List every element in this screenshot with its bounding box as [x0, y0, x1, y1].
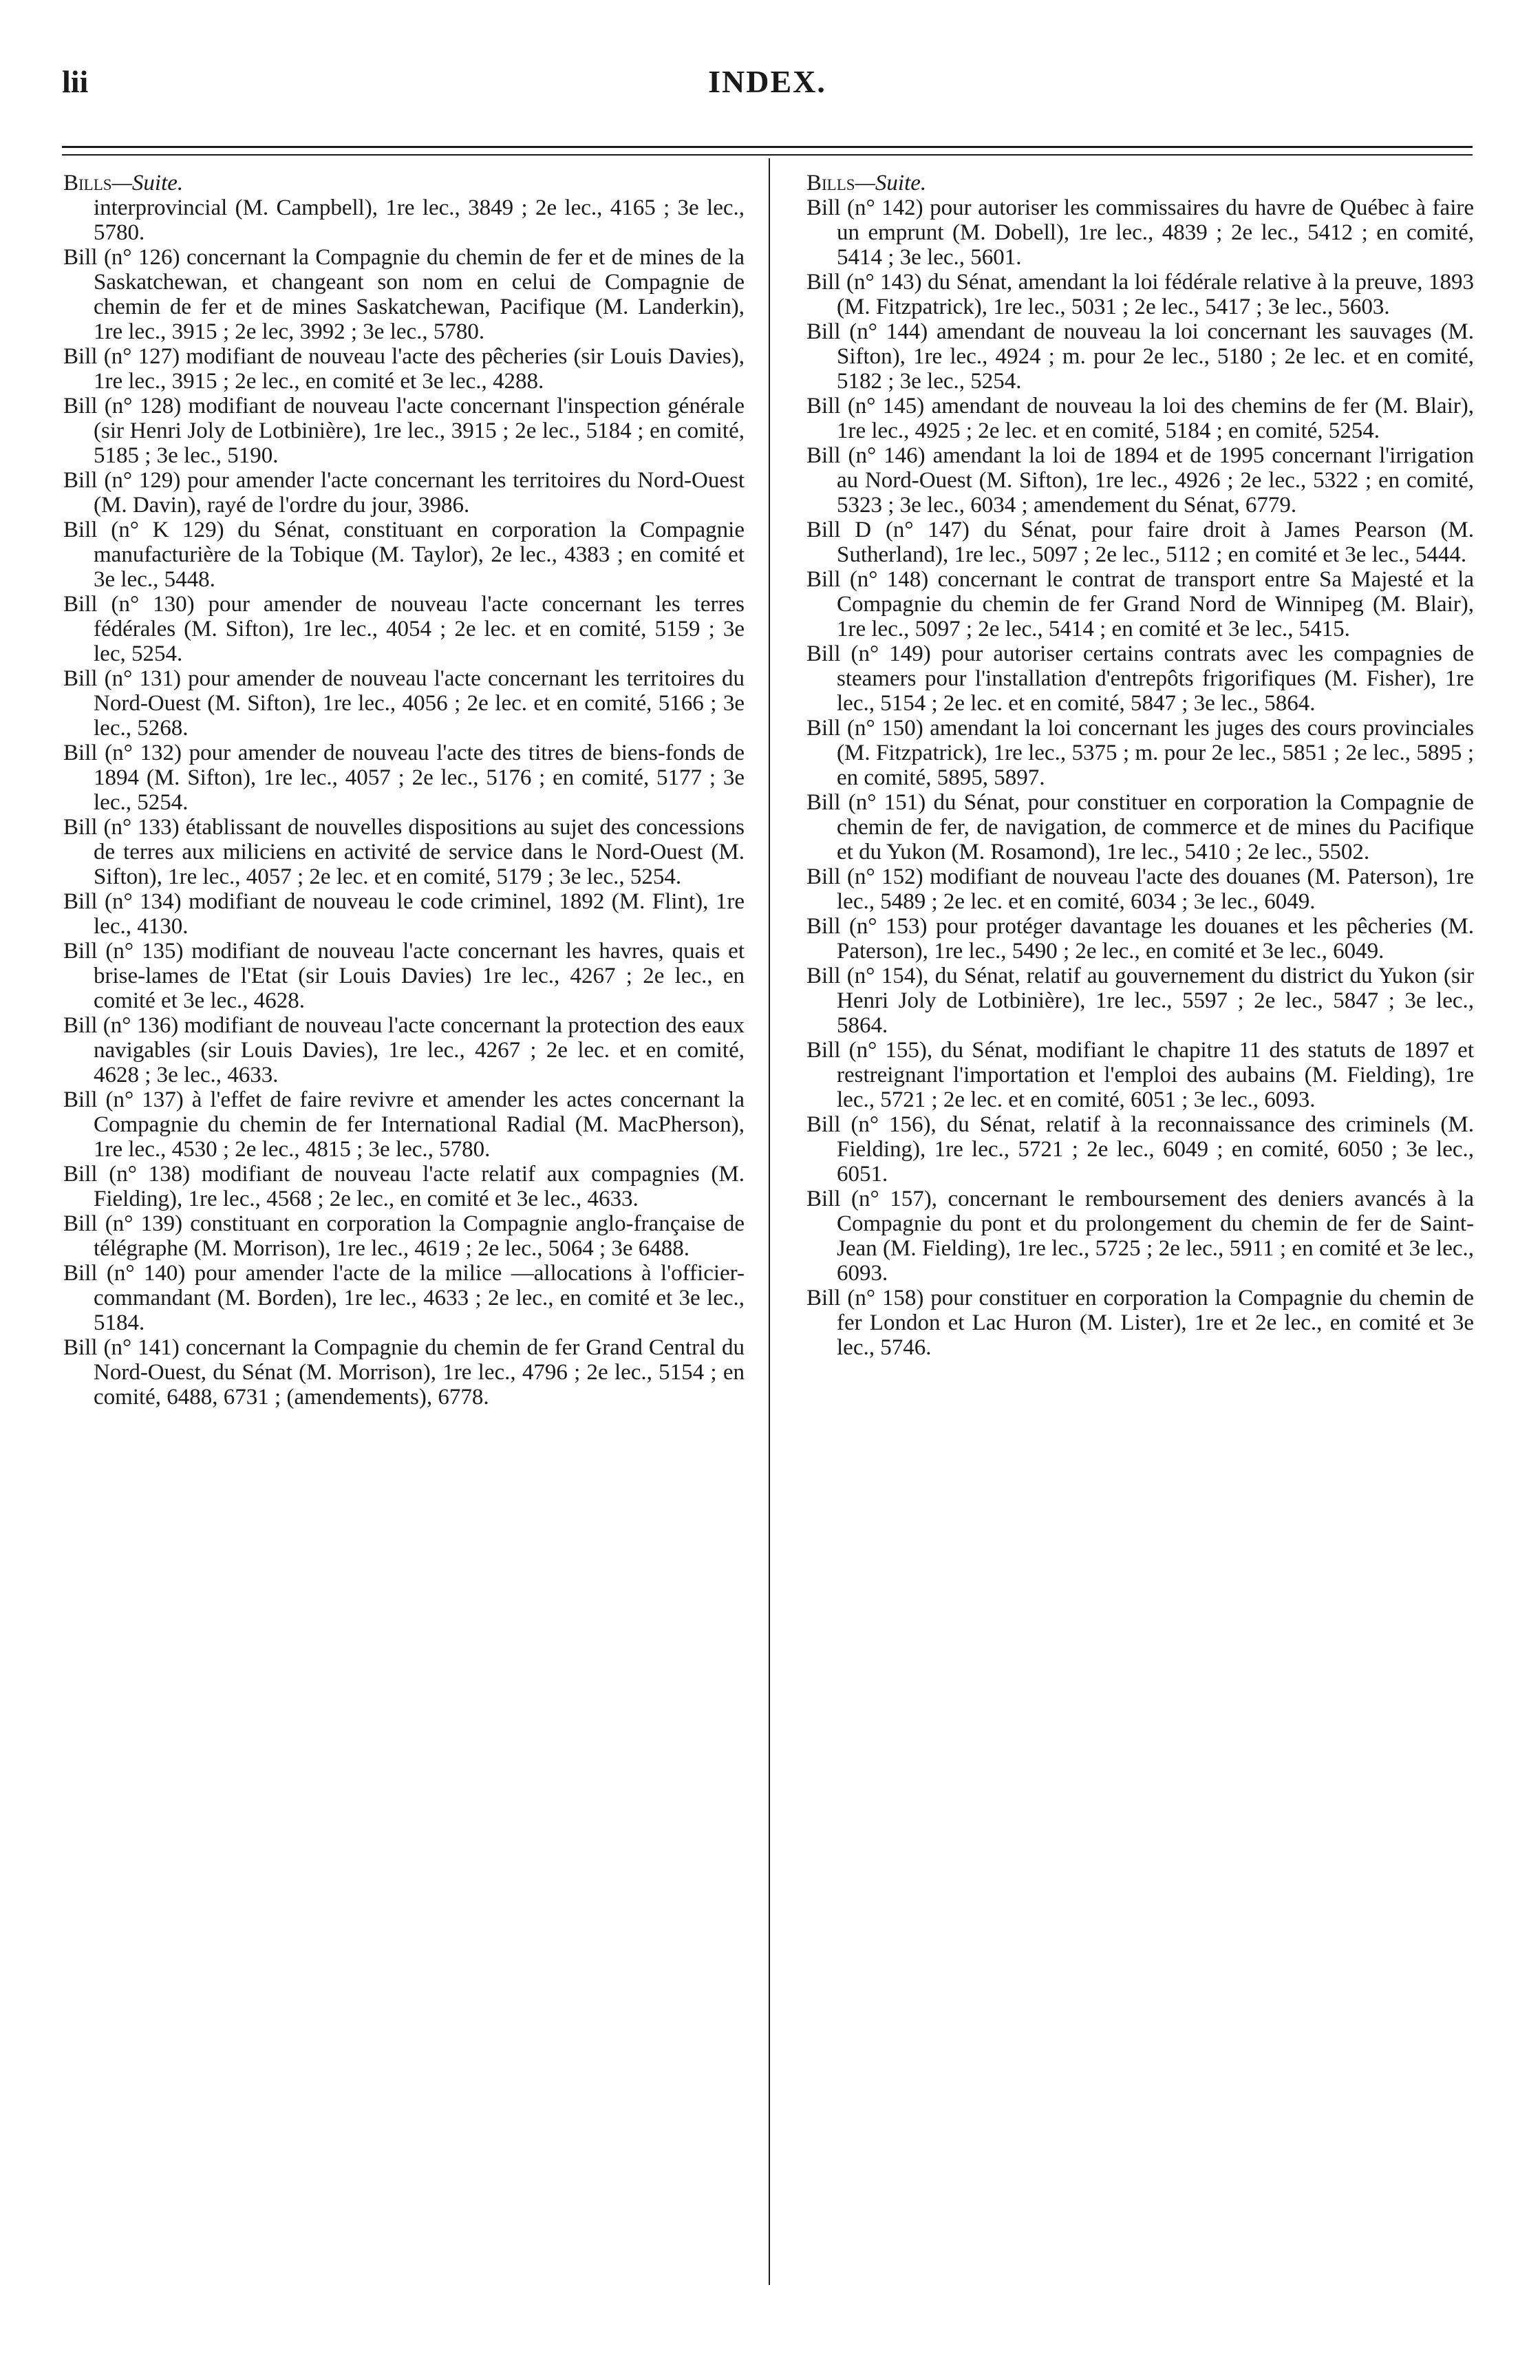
section-heading: [63, 171, 745, 195]
section-heading-label: Bills: [806, 171, 855, 195]
index-entry: Bill (n° 137) à l'effet de faire revivre et amender les actes concernant la Compagnie du chemin de fer International Radial (M. MacPherson), 1re lec., 4530 ; 2e lec., 4815 ; 3e lec., 5780.: [63, 1087, 745, 1162]
index-entry: Bill (n° 130) pour amender de nouveau l'acte concernant les terres fédérales (M. Sifton), 1re lec., 4054 ; 2e lec. et en comité, 5159 ; 3e lec, 5254.: [63, 592, 745, 666]
index-entry: Bill (n° 138) modifiant de nouveau l'acte relatif aux compagnies (M. Fielding), 1re lec., 4568 ; 2e lec., en comité et 3e lec., 4633.: [63, 1162, 745, 1211]
index-entry: Bill (n° 146) amendant la loi de 1894 et de 1995 concernant l'irrigation au Nord-Ouest (M. Sifton), 1re lec., 4926 ; 2e lec., 5322 ; en comité, 5323 ; 3e lec., 6034 ; amendement du Sénat, 6779.: [806, 443, 1474, 518]
index-entry: Bill (n° 126) concernant la Compagnie du chemin de fer et de mines de la Saskatchewan, et changeant son nom en celui de Compagnie de chemin de fer et de mines Saskatchewan, Pacifique (M. Landerkin), 1re lec., 3915 ; 2e lec, 3992 ; 3e lec., 5780.: [63, 245, 745, 344]
index-entry: Bill (n° 158) pour constituer en corporation la Compagnie du chemin de fer London et Lac Huron (M. Lister), 1re et 2e lec., en comité et 3e lec., 5746.: [806, 1286, 1474, 1360]
section-heading: [806, 171, 1474, 195]
left-column: [63, 171, 745, 1410]
index-entry: Bill (n° 144) amendant de nouveau la loi concernant les sauvages (M. Sifton), 1re lec., 4924 ; m. pour 2e lec., 5180 ; 2e lec. et en comité, 5182 ; 3e lec., 5254.: [806, 319, 1474, 394]
index-entry: Bill D (n° 147) du Sénat, pour faire droit à James Pearson (M. Sutherland), 1re lec., 5097 ; 2e lec., 5112 ; en comité et 3e lec., 5444.: [806, 518, 1474, 567]
index-entry: Bill (n° 151) du Sénat, pour constituer en corporation la Compagnie de chemin de fer, de navigation, de commerce et de mines du Pacifique et du Yukon (M. Rosamond), 1re lec., 5410 ; 2e lec., 5502.: [806, 790, 1474, 864]
index-entry: Bill (n° 156), du Sénat, relatif à la reconnaissance des criminels (M. Fielding), 1re lec., 5721 ; 2e lec., 6049 ; en comité, 6050 ; 3e lec., 6051.: [806, 1112, 1474, 1187]
index-entry: Bill (n° 131) pour amender de nouveau l'acte concernant les territoires du Nord-Ouest (M. Sifton), 1re lec., 4056 ; 2e lec. et en comité, 5166 ; 3e lec., 5268.: [63, 666, 745, 741]
section-heading-suite: —Suite.: [855, 171, 927, 195]
index-entry: interprovincial (M. Campbell), 1re lec., 3849 ; 2e lec., 4165 ; 3e lec., 5780.: [94, 195, 745, 245]
index-entry: Bill (n° 127) modifiant de nouveau l'acte des pêcheries (sir Louis Davies), 1re lec., 3915 ; 2e lec., en comité et 3e lec., 4288.: [63, 344, 745, 394]
index-entry: Bill (n° 133) établissant de nouvelles dispositions au sujet des concessions de terres aux miliciens en activité de service dans le Nord-Ouest (M. Sifton), 1re lec., 4057 ; 2e lec. et en comité, 5179 ; 3e lec., 5254.: [63, 815, 745, 889]
right-column: [806, 171, 1474, 1360]
index-entry: Bill (n° 134) modifiant de nouveau le code criminel, 1892 (M. Flint), 1re lec., 4130.: [63, 889, 745, 939]
index-entry: Bill (n° 132) pour amender de nouveau l'acte des titres de biens-fonds de 1894 (M. Sifton), 1re lec., 4057 ; 2e lec., 5176 ; en comité, 5177 ; 3e lec., 5254.: [63, 741, 745, 815]
index-entry: Bill (n° 128) modifiant de nouveau l'acte concernant l'inspection générale (sir Henri Joly de Lotbinière), 1re lec., 3915 ; 2e lec., 5184 ; en comité, 5185 ; 3e lec., 5190.: [63, 394, 745, 468]
index-entry: Bill (n° 153) pour protéger davantage les douanes et les pêcheries (M. Paterson), 1re lec., 5490 ; 2e lec., en comité et 3e lec., 6049.: [806, 914, 1474, 964]
index-entry: Bill (n° 129) pour amender l'acte concernant les territoires du Nord-Ouest (M. Davin), rayé de l'ordre du jour, 3986.: [63, 468, 745, 518]
index-entry: Bill (n° 149) pour autoriser certains contrats avec les compagnies de steamers pour l'installation d'entrepôts frigorifiques (M. Fisher), 1re lec., 5154 ; 2e lec. et en comité, 5847 ; 3e lec., 5864.: [806, 641, 1474, 716]
index-entry: Bill (n° 136) modifiant de nouveau l'acte concernant la protection des eaux navigables (sir Louis Davies), 1re lec., 4267 ; 2e lec. et en comité, 4628 ; 3e lec., 4633.: [63, 1013, 745, 1087]
section-heading-suite: —Suite.: [111, 171, 184, 195]
index-entry: Bill (n° 139) constituant en corporation la Compagnie anglo-française de télégraphe (M. Morrison), 1re lec., 4619 ; 2e lec., 5064 ; 3e 6488.: [63, 1211, 745, 1261]
right-entries: [806, 195, 1474, 1360]
index-entry: Bill (n° 152) modifiant de nouveau l'acte des douanes (M. Paterson), 1re lec., 5489 ; 2e lec. et en comité, 6034 ; 3e lec., 6049.: [806, 864, 1474, 914]
index-entry: Bill (n° 154), du Sénat, relatif au gouvernement du district du Yukon (sir Henri Joly de Lotbinière), 1re lec., 5597 ; 2e lec., 5847 ; 3e lec., 5864.: [806, 964, 1474, 1038]
index-entry: Bill (n° 145) amendant de nouveau la loi des chemins de fer (M. Blair), 1re lec., 4925 ; 2e lec. et en comité, 5184 ; en comité, 5254.: [806, 394, 1474, 443]
left-entries: [63, 195, 745, 1410]
page-header: [62, 63, 1473, 111]
index-entry: Bill (n° 140) pour amender l'acte de la milice —allocations à l'officier-commandant (M. Borden), 1re lec., 4633 ; 2e lec., en comité et 3e lec., 5184.: [63, 1261, 745, 1335]
index-entry: Bill (n° K 129) du Sénat, constituant en corporation la Compagnie manufacturière de la Tobique (M. Taylor), 2e lec., 4383 ; en comité et 3e lec., 5448.: [63, 518, 745, 592]
index-entry: Bill (n° 155), du Sénat, modifiant le chapitre 11 des statuts de 1897 et restreignant l'importation et l'emploi des aubains (M. Fielding), 1re lec., 5721 ; 2e lec. et en comité, 6051 ; 3e lec., 6093.: [806, 1038, 1474, 1112]
header-rule-top: [62, 146, 1473, 148]
index-entry: Bill (n° 142) pour autoriser les commissaires du havre de Québec à faire un emprunt (M. Dobell), 1re lec., 4839 ; 2e lec., 5412 ; en comité, 5414 ; 3e lec., 5601.: [806, 195, 1474, 270]
index-entry: Bill (n° 157), concernant le remboursement des deniers avancés à la Compagnie du pont et du prolongement du chemin de fer de Saint-Jean (M. Fielding), 1re lec., 5725 ; 2e lec., 5911 ; en comité et 3e lec., 6093.: [806, 1187, 1474, 1286]
index-entry: Bill (n° 148) concernant le contrat de transport entre Sa Majesté et la Compagnie du chemin de fer Grand Nord de Winnipeg (M. Blair), 1re lec., 5097 ; 2e lec., 5414 ; en comité et 3e lec., 5415.: [806, 567, 1474, 641]
index-entry: Bill (n° 143) du Sénat, amendant la loi fédérale relative à la preuve, 1893 (M. Fitzpatrick), 1re lec., 5031 ; 2e lec., 5417 ; 3e lec., 5603.: [806, 270, 1474, 319]
index-entry: Bill (n° 150) amendant la loi concernant les juges des cours provinciales (M. Fitzpatrick), 1re lec., 5375 ; m. pour 2e lec., 5851 ; 2e lec., 5895 ; en comité, 5895, 5897.: [806, 716, 1474, 790]
index-entry: Bill (n° 135) modifiant de nouveau l'acte concernant les havres, quais et brise-lames de l'Etat (sir Louis Davies) 1re lec., 4267 ; 2e lec., en comité et 3e lec., 4628.: [63, 939, 745, 1013]
section-heading-label: Bills: [63, 171, 112, 195]
header-rule-bottom: [62, 154, 1473, 156]
index-entry: Bill (n° 141) concernant la Compagnie du chemin de fer Grand Central du Nord-Ouest, du Sénat (M. Morrison), 1re lec., 4796 ; 2e lec., 5154 ; en comité, 6488, 6731 ; (amendements), 6778.: [63, 1335, 745, 1410]
running-title: INDEX.: [708, 64, 826, 99]
page-number: lii: [62, 64, 89, 99]
column-divider: [769, 158, 770, 2285]
